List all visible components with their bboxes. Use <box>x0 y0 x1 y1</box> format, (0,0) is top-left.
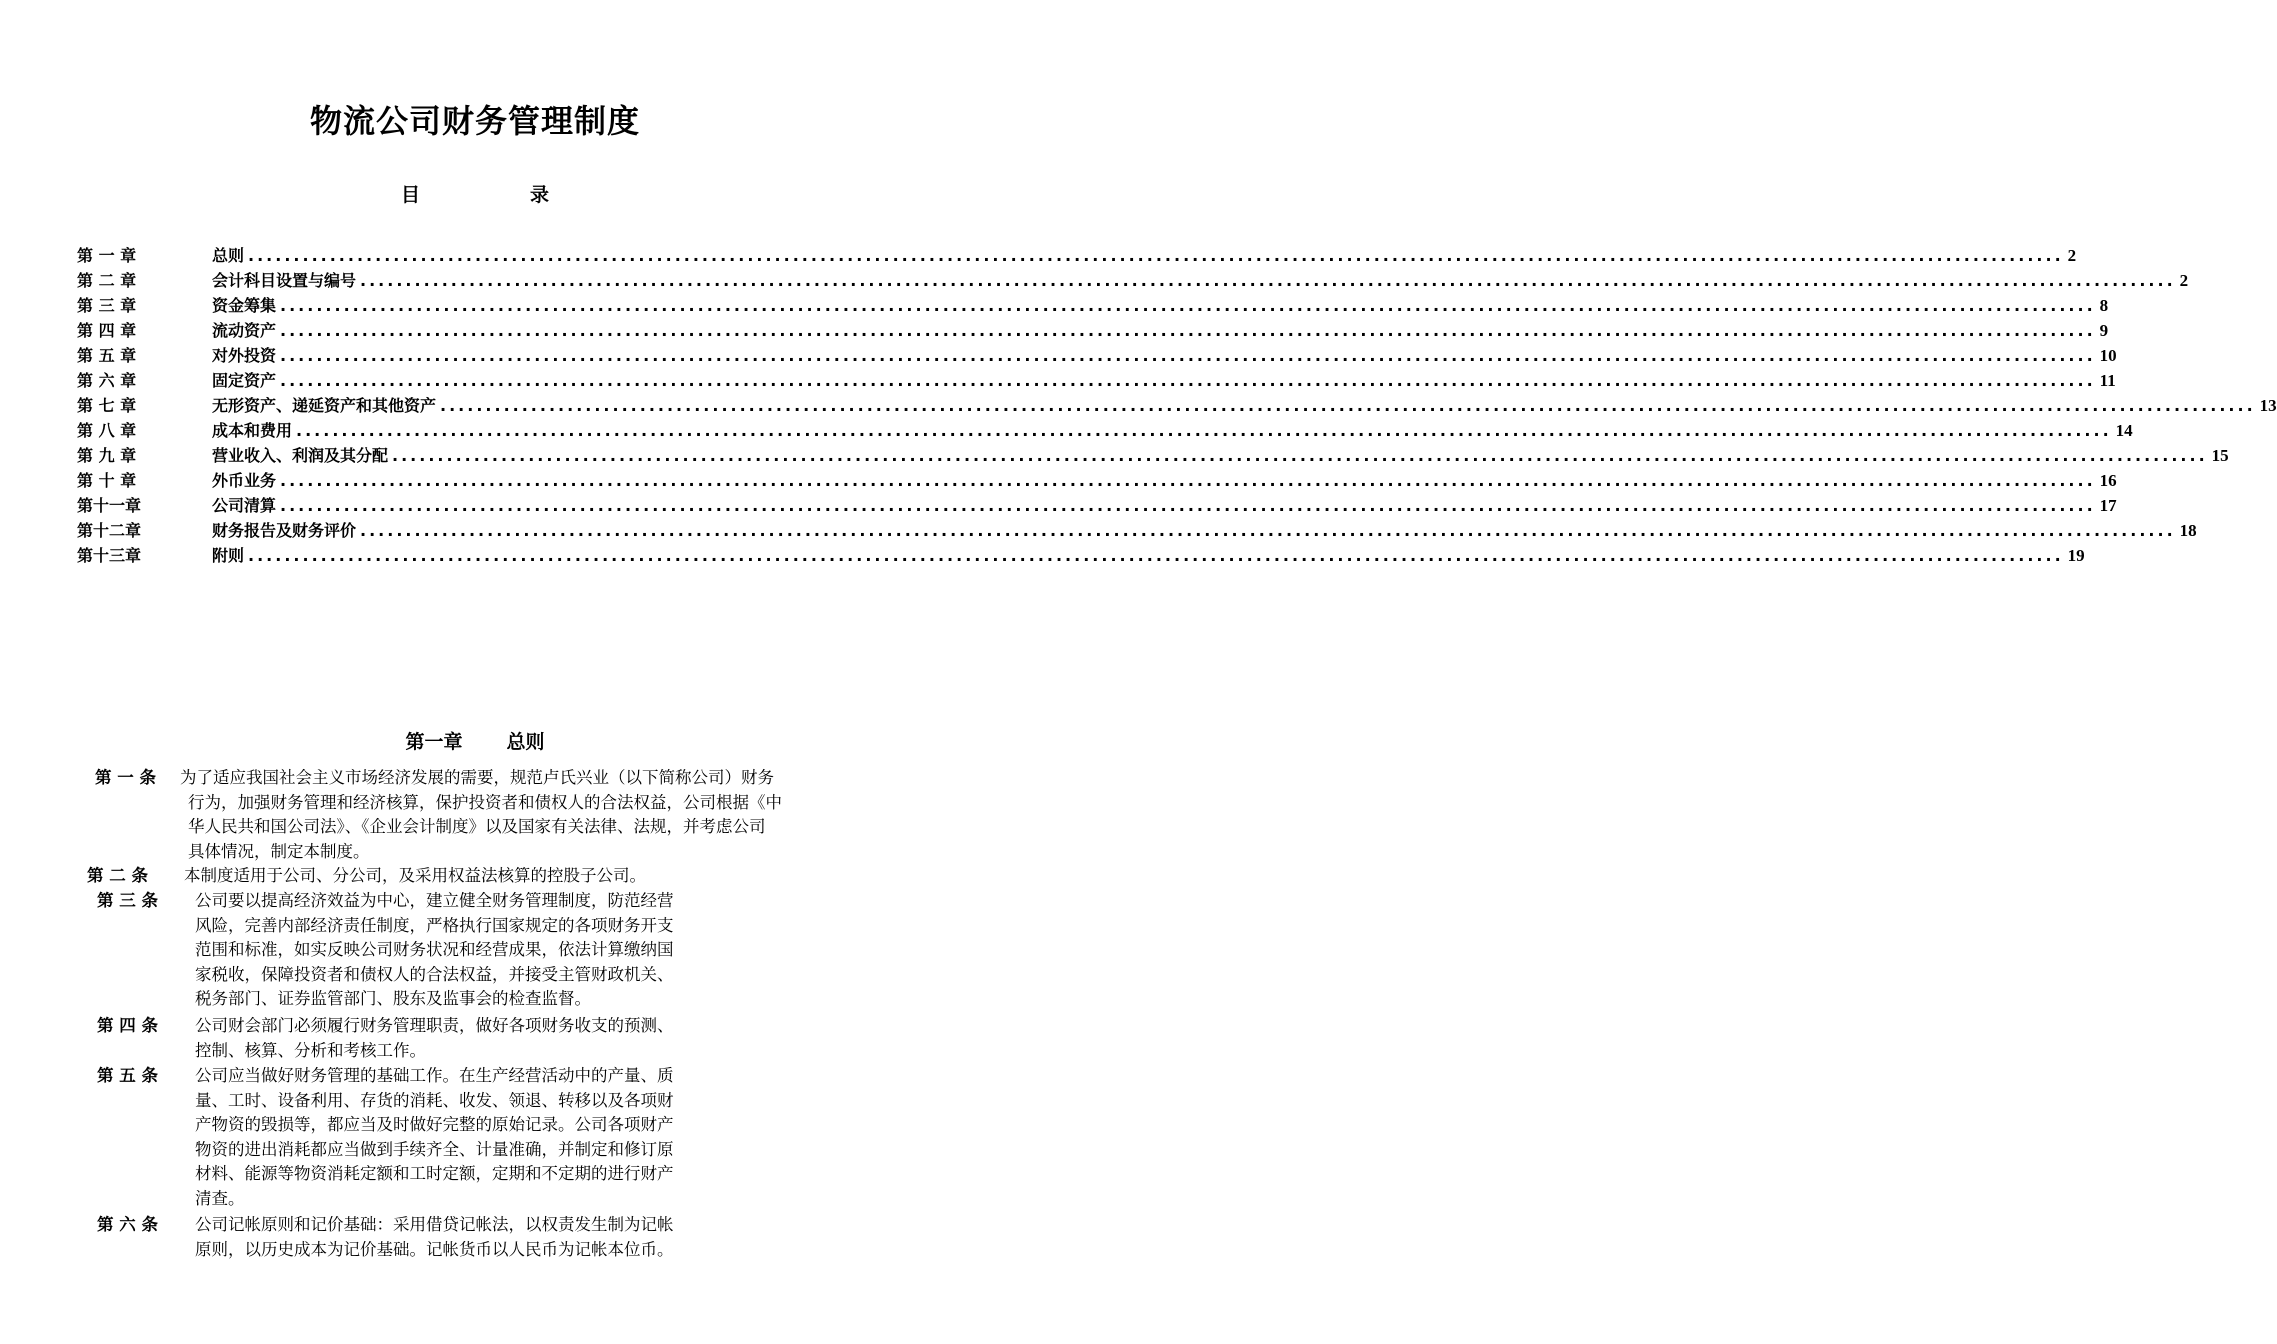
toc-chapter-number: 第 五 章 <box>77 346 137 365</box>
article-label: 第 四 条 <box>97 1016 158 1035</box>
article-line: 家税收，保障投资者和债权人的合法权益，并接受主管财政机关、 <box>195 964 674 984</box>
toc-leader-dots: ........................................................................................................................................................................................................ <box>280 321 2096 340</box>
toc-entry[interactable] <box>77 293 2109 318</box>
toc-entry[interactable] <box>77 243 2077 268</box>
article-line: 风险，完善内部经济责任制度，严格执行国家规定的各项财务开支 <box>195 915 674 935</box>
article-label: 第 六 条 <box>97 1215 158 1234</box>
toc-chapter-title: 流动资产 <box>212 321 277 340</box>
toc-entry[interactable] <box>77 518 2197 543</box>
toc-page-number: 11 <box>2099 371 2116 390</box>
article-line: 公司财会部门必须履行财务管理职责，做好各项财务收支的预测、 <box>195 1016 674 1035</box>
toc-chapter-number: 第 六 章 <box>77 371 137 390</box>
article-body <box>184 864 646 889</box>
toc-entry[interactable] <box>77 343 2117 368</box>
toc-chapter-number: 第 十 章 <box>77 471 137 490</box>
toc-chapter-title: 附则 <box>212 546 245 565</box>
toc-chapter-title: 外币业务 <box>212 471 277 490</box>
toc-chapter-number: 第十三章 <box>77 546 142 565</box>
chapter-heading <box>0 727 950 754</box>
toc-chapter-title: 无形资产、递延资产和其他资产 <box>212 396 437 415</box>
toc-leader-dots: ........................................................................................................................................................................................................ <box>392 446 2208 465</box>
toc-page-number: 18 <box>2179 521 2197 540</box>
toc-chapter-number: 第十二章 <box>77 521 142 540</box>
toc-page-number: 17 <box>2099 496 2117 515</box>
toc-chapter-number: 第 四 章 <box>77 321 137 340</box>
toc-leader-dots: ........................................................................................................................................................................................................ <box>440 396 2256 415</box>
article-line: 原则，以历史成本为记价基础。记帐货币以人民币为记帐本位币。 <box>195 1239 674 1259</box>
toc-heading-right: 录 <box>530 184 550 206</box>
toc-chapter-title: 会计科目设置与编号 <box>212 271 357 290</box>
article-line: 范围和标准，如实反映公司财务状况和经营成果，依法计算缴纳国 <box>195 940 674 959</box>
toc-page-number: 19 <box>2067 546 2085 565</box>
chapter-number: 第一章 <box>405 731 463 753</box>
toc-page-number: 2 <box>2179 271 2189 290</box>
article-line: 量、工时、设备利用、存货的消耗、收发、领退、转移以及各项财 <box>195 1090 674 1110</box>
toc-leader-dots: ........................................................................................................................................................................................................ <box>280 471 2096 490</box>
toc-entry[interactable] <box>77 543 2085 568</box>
toc-chapter-title: 总则 <box>212 246 245 265</box>
toc-chapter-number: 第 二 章 <box>77 271 137 290</box>
article-line: 行为，加强财务管理和经济核算，保护投资者和债权人的合法权益，公司根据《中 <box>188 792 782 812</box>
article-line: 本制度适用于公司、分公司，及采用权益法核算的控股子公司。 <box>184 866 646 885</box>
article-body <box>195 889 674 1012</box>
article-line: 清查。 <box>195 1188 245 1208</box>
toc-chapter-title: 公司清算 <box>212 496 277 515</box>
toc-chapter-number: 第 九 章 <box>77 446 137 465</box>
toc-page-number: 13 <box>2259 396 2277 415</box>
article-body <box>195 1064 674 1211</box>
toc-leader-dots: ........................................................................................................................................................................................................ <box>248 546 2064 565</box>
article-line: 税务部门、证券监管部门、股东及监事会的检查监督。 <box>195 989 591 1008</box>
article-line: 产物资的毁损等，都应当及时做好完整的原始记录。公司各项财产 <box>195 1115 674 1134</box>
toc-entry[interactable] <box>77 418 2133 443</box>
article-label: 第 五 条 <box>97 1066 158 1085</box>
toc-leader-dots: ........................................................................................................................................................................................................ <box>360 521 2176 540</box>
article-line: 华人民共和国公司法》、《企业会计制度》以及国家有关法律、法规，并考虑公司 <box>188 817 766 836</box>
toc-entry[interactable] <box>77 393 2277 418</box>
article-line: 为了适应我国社会主义市场经济发展的需要，规范卢氏兴业（以下简称公司）财务 <box>180 768 774 787</box>
article-body <box>195 1213 674 1262</box>
toc-leader-dots: ........................................................................................................................................................................................................ <box>296 421 2112 440</box>
toc-chapter-title: 财务报告及财务评价 <box>212 521 357 540</box>
toc-page-number: 16 <box>2099 471 2117 490</box>
toc-entry[interactable] <box>77 268 2189 293</box>
chapter-name: 总则 <box>506 731 545 753</box>
toc-leader-dots: ........................................................................................................................................................................................................ <box>280 346 2096 365</box>
toc-chapter-number: 第 三 章 <box>77 296 137 315</box>
toc-page-number: 10 <box>2099 346 2117 365</box>
toc-heading-left: 目 <box>400 184 420 206</box>
article-line: 材料、能源等物资消耗定额和工时定额，定期和不定期的进行财产 <box>195 1164 674 1183</box>
article-body <box>195 1014 674 1063</box>
toc-chapter-title: 固定资产 <box>212 371 277 390</box>
article-line: 公司要以提高经济效益为中心，建立健全财务管理制度，防范经营 <box>195 891 674 910</box>
toc-page-number: 8 <box>2099 296 2109 315</box>
toc-leader-dots: ........................................................................................................................................................................................................ <box>248 246 2064 265</box>
toc-page-number: 2 <box>2067 246 2077 265</box>
article-line: 具体情况，制定本制度。 <box>188 841 370 861</box>
article-line: 物资的进出消耗都应当做到手续齐全、计量准确，并制定和修订原 <box>195 1139 674 1159</box>
article-label: 第 三 条 <box>97 891 158 910</box>
toc-chapter-title: 资金筹集 <box>212 296 277 315</box>
toc-chapter-number: 第 八 章 <box>77 421 137 440</box>
article-line: 公司记帐原则和记价基础：采用借贷记帐法，以权责发生制为记帐 <box>195 1215 674 1234</box>
toc-chapter-number: 第 一 章 <box>77 246 137 265</box>
toc-heading <box>0 180 950 207</box>
toc-chapter-number: 第十一章 <box>77 496 142 515</box>
document-title: 物流公司财务管理制度 <box>309 102 640 140</box>
toc-chapter-number: 第 七 章 <box>77 396 137 415</box>
article-line: 控制、核算、分析和考核工作。 <box>195 1040 426 1060</box>
toc-leader-dots: ........................................................................................................................................................................................................ <box>280 371 2096 390</box>
toc-page-number: 15 <box>2211 446 2229 465</box>
toc-chapter-title: 成本和费用 <box>212 421 293 440</box>
toc-chapter-title: 营业收入、利润及其分配 <box>212 446 389 465</box>
toc-leader-dots: ........................................................................................................................................................................................................ <box>280 296 2096 315</box>
toc-entry[interactable] <box>77 368 2116 393</box>
table-of-contents <box>77 243 2277 568</box>
article-label: 第 二 条 <box>87 866 148 885</box>
toc-entry[interactable] <box>77 468 2117 493</box>
toc-entry[interactable] <box>77 318 2109 343</box>
toc-entry[interactable] <box>77 493 2117 518</box>
article-body <box>180 766 782 864</box>
toc-chapter-title: 对外投资 <box>212 346 277 365</box>
article-line: 公司应当做好财务管理的基础工作。在生产经营活动中的产量、质 <box>195 1066 674 1085</box>
toc-leader-dots: ........................................................................................................................................................................................................ <box>280 496 2096 515</box>
article-label: 第 一 条 <box>95 768 156 787</box>
toc-page-number: 9 <box>2099 321 2109 340</box>
toc-leader-dots: ........................................................................................................................................................................................................ <box>360 271 2176 290</box>
toc-page-number: 14 <box>2115 421 2133 440</box>
toc-entry[interactable] <box>77 443 2229 468</box>
